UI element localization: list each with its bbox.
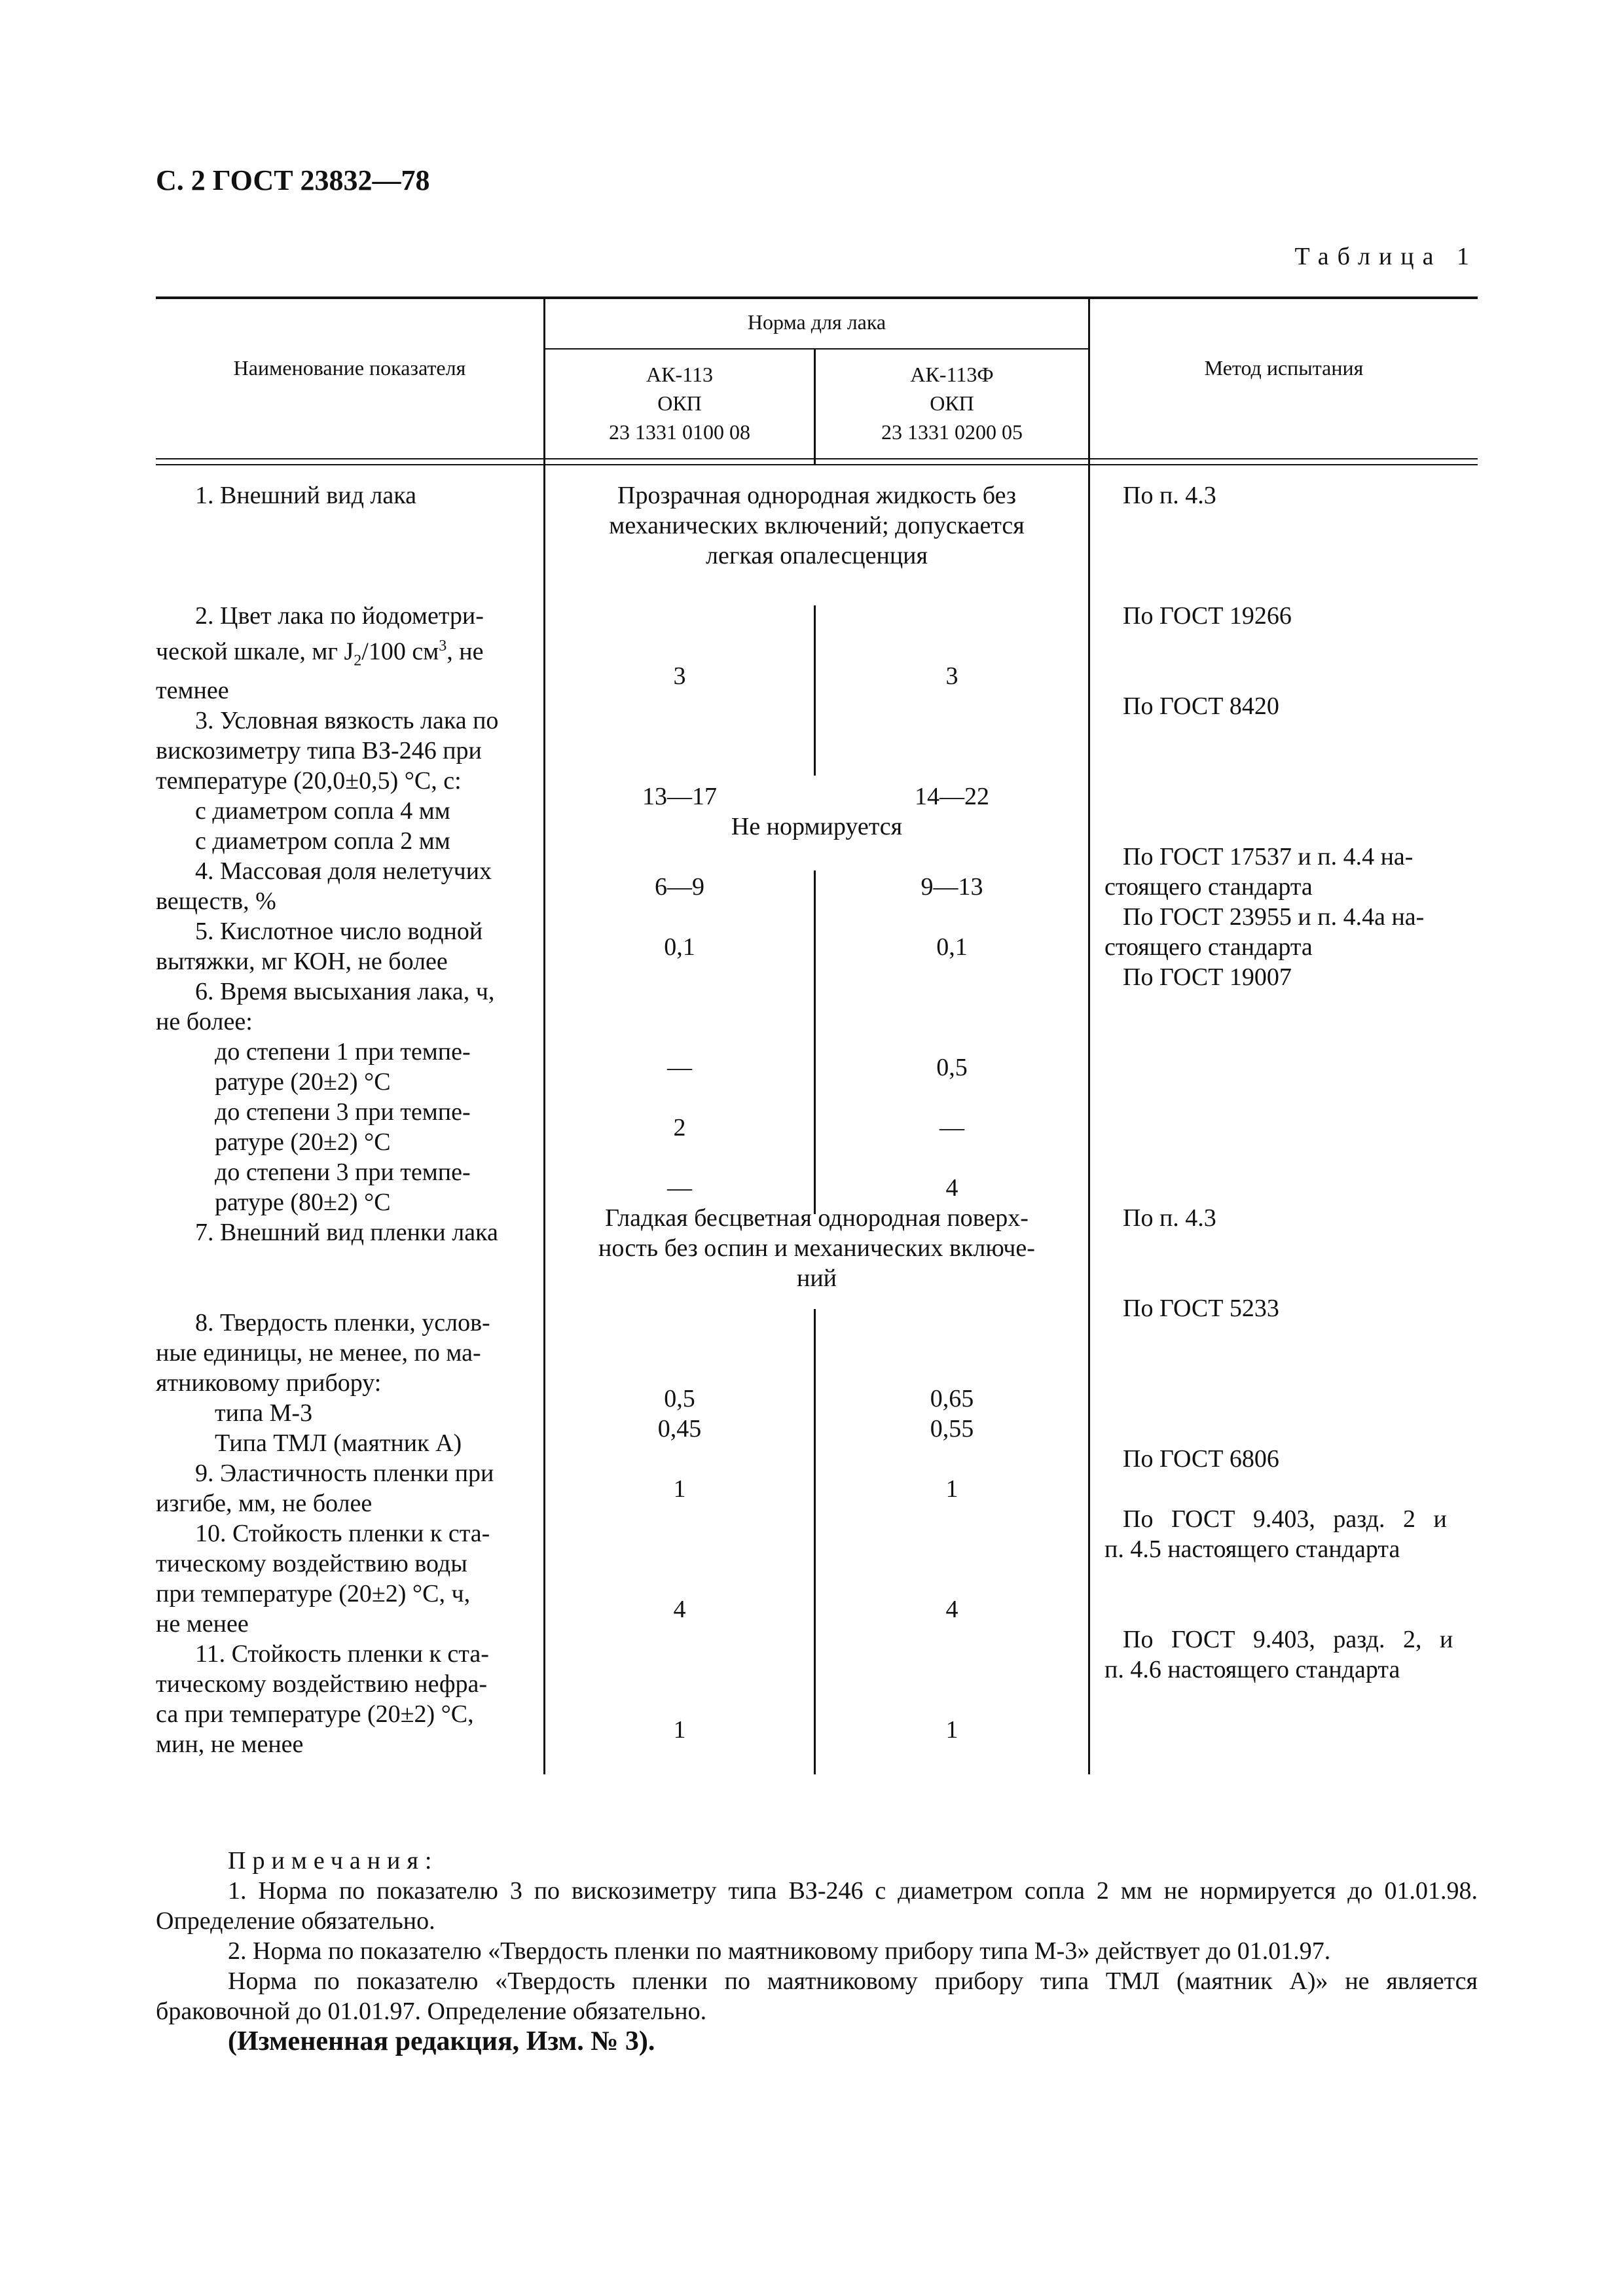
indicator-10-line1: 10. Стойкость пленки к ста- xyxy=(195,1520,490,1548)
notes-title: Примечания: xyxy=(228,1847,439,1874)
norm-merged-7-line: ний xyxy=(796,1265,837,1292)
method-11 xyxy=(1104,1624,1471,1685)
body-vline-mid-3 xyxy=(814,1309,816,1774)
indicator-5-line2: вытяжки, мг КОН, не более xyxy=(156,948,448,976)
indicator-3-line3: температуре (20,0±0,5) °С, с: xyxy=(156,767,462,795)
col1-value-8b: 0,45 xyxy=(657,1415,702,1443)
col2-value-10: 4 xyxy=(945,1596,958,1623)
col1-value-3a: 13—17 xyxy=(642,783,717,810)
method-10 xyxy=(1104,1504,1471,1564)
indicator-8-line3: ятниковому прибору: xyxy=(156,1369,382,1397)
indicator-9-line1: 9. Эластичность пленки при xyxy=(195,1460,494,1488)
page-header: С. 2 ГОСТ 23832—78 xyxy=(156,164,430,196)
norm-merged-1-line: механических включений; допускается xyxy=(609,512,1025,539)
indicator-3-line2: вискозиметру типа ВЗ-246 при xyxy=(156,737,482,765)
indicator-8-line2: ные единицы, не менее, по ма- xyxy=(156,1339,481,1367)
indicator-8-sub2: Типа ТМЛ (маятник А) xyxy=(215,1429,462,1458)
method-4-line: По ГОСТ 17537 и п. 4.4 на- xyxy=(1123,843,1413,870)
col2-value-9: 1 xyxy=(945,1475,958,1503)
indicator-2-line2: ческой шкале, мг $J_2/100$ $см^3$, не xyxy=(156,637,484,670)
col2-value-6c: 4 xyxy=(945,1174,958,1202)
col2-value-11: 1 xyxy=(945,1716,958,1744)
indicator-11-line3: са при температуре (20±2) °С, xyxy=(156,1700,474,1729)
header-indicator: Наименование показателя xyxy=(233,356,466,380)
method-11-line: п. 4.6 настоящего стандарта xyxy=(1104,1656,1400,1683)
method-4-line: стоящего стандарта xyxy=(1104,873,1313,901)
header-col2 xyxy=(816,360,1088,446)
indicator-column xyxy=(156,480,537,1759)
header-col1-line: 23 1331 0100 08 xyxy=(609,420,750,444)
col2-value-8b: 0,55 xyxy=(930,1415,974,1443)
body-vline-mid-2 xyxy=(814,870,816,1214)
method-1: По п. 4.3 xyxy=(1123,482,1216,509)
indicator-6-sub2-line2: ратуре (20±2) °С xyxy=(215,1128,391,1157)
amendment-note: (Измененная редакция, Изм. № 3). xyxy=(228,2026,655,2056)
body-vline-right xyxy=(1088,465,1090,1774)
method-9: По ГОСТ 6806 xyxy=(1123,1445,1279,1473)
method-6: По ГОСТ 19007 xyxy=(1123,963,1292,991)
indicator-4-line1: 4. Массовая доля нелетучих xyxy=(195,857,492,886)
method-3: По ГОСТ 8420 xyxy=(1123,692,1279,720)
method-10-line: п. 4.5 настоящего стандарта xyxy=(1104,1535,1400,1563)
indicator-2-line1: 2. Цвет лака по йодометри- xyxy=(195,602,484,630)
norm-merged-7 xyxy=(545,1203,1088,1293)
indicator-6-sub1-line2: ратуре (20±2) °С xyxy=(215,1068,391,1096)
indicator-4-line2: веществ, % xyxy=(156,888,276,916)
indicator-3-sub2: с диаметром сопла 2 мм xyxy=(195,827,450,855)
indicator-10-line4: не менее xyxy=(156,1610,249,1638)
header-col1 xyxy=(545,360,814,446)
norm-merged-1 xyxy=(545,480,1088,571)
col2-value-2: 3 xyxy=(945,662,958,690)
indicator-6-sub2-line1: до степени 3 при темпе- xyxy=(215,1098,471,1126)
indicator-3-line1: 3. Условная вязкость лака по xyxy=(195,707,499,735)
table-top-rule xyxy=(156,296,1478,299)
indicator-10-line2: тическому воздействию воды xyxy=(156,1550,467,1578)
indicator-3-sub1: с диаметром сопла 4 мм xyxy=(195,797,450,825)
indicator-11-line4: мин, не менее xyxy=(156,1731,304,1759)
method-5-line: По ГОСТ 23955 и п. 4.4а на- xyxy=(1123,903,1425,931)
norm-merged-7-line: ность без оспин и механических включе- xyxy=(598,1234,1035,1262)
norm-merged-not-normalized: Не нормируется xyxy=(731,813,903,840)
col1-value-11: 1 xyxy=(673,1716,686,1744)
col1-value-6b: 2 xyxy=(673,1114,686,1141)
indicator-8-sub1: типа М-3 xyxy=(215,1399,313,1427)
col1-value-5: 0,1 xyxy=(664,933,695,961)
header-method: Метод испытания xyxy=(1204,356,1364,380)
indicator-6-sub1-line1: до степени 1 при темпе- xyxy=(215,1038,471,1066)
indicator-9-line2: изгибе, мм, не более xyxy=(156,1490,373,1518)
method-10-line: По ГОСТ 9.403, разд. 2 и xyxy=(1123,1505,1447,1533)
header-bottom-rule-2 xyxy=(156,464,1478,465)
col1-value-4: 6—9 xyxy=(655,873,704,901)
table-caption: Таблица 1 xyxy=(1294,243,1478,270)
indicator-6-line2: не более: xyxy=(156,1008,253,1036)
indicator-6-sub3-line2: ратуре (80±2) °С xyxy=(215,1189,391,1217)
indicator-6-sub3-line1: до степени 3 при темпе- xyxy=(215,1158,471,1187)
col2-value-6b: — xyxy=(939,1114,964,1141)
note-2: 2. Норма по показателю «Твердость пленки по маятниковому прибору типа М-3» действует до 01.01.97. xyxy=(228,1937,1331,1965)
header-bottom-rule-1 xyxy=(156,458,1478,459)
norm-merged-1-line: Прозрачная однородная жидкость без xyxy=(617,482,1016,509)
indicator-5-line1: 5. Кислотное число водной xyxy=(195,918,483,946)
header-col1-line: ОКП xyxy=(657,391,702,415)
col1-value-9: 1 xyxy=(673,1475,686,1503)
col2-value-8a: 0,65 xyxy=(930,1385,974,1412)
col1-value-10: 4 xyxy=(673,1596,686,1623)
method-4 xyxy=(1104,842,1476,902)
norm-merged-1-line: легкая опалесценция xyxy=(705,542,928,569)
header-col2-line: 23 1331 0200 05 xyxy=(881,420,1023,444)
indicator-1: 1. Внешний вид лака xyxy=(195,482,417,509)
method-11-line: По ГОСТ 9.403, разд. 2, и xyxy=(1123,1626,1453,1653)
note-3: Норма по показателю «Твердость пленки по маятниковому прибору типа ТМЛ (маятник А)» не является браковочной до 01.01.97. Определение обязательно. xyxy=(156,1967,1478,2025)
indicator-7: 7. Внешний вид пленки лака xyxy=(195,1219,498,1247)
norm-header-rule xyxy=(543,348,1089,350)
indicator-8-line1: 8. Твердость пленки, услов- xyxy=(195,1309,490,1337)
col2-value-4: 9—13 xyxy=(921,873,983,901)
col2-value-6a: 0,5 xyxy=(936,1054,968,1081)
method-5-line: стоящего стандарта xyxy=(1104,933,1313,961)
col2-value-3a: 14—22 xyxy=(915,783,989,810)
indicator-2-line3: темнее xyxy=(156,677,229,705)
indicator-11-line1: 11. Стойкость пленки к ста- xyxy=(195,1640,489,1668)
col1-value-6a: — xyxy=(667,1054,692,1081)
indicator-10-line3: при температуре (20±2) °С, ч, xyxy=(156,1580,471,1608)
col1-value-8a: 0,5 xyxy=(664,1385,695,1412)
note-1: 1. Норма по показателю 3 по вискозиметру типа ВЗ-246 с диаметром сопла 2 мм не нормируется до 01.01.98. Определение обязательно. xyxy=(156,1877,1478,1935)
col1-value-6c: — xyxy=(667,1174,692,1202)
method-2: По ГОСТ 19266 xyxy=(1123,602,1292,630)
header-col2-line: АК-113Ф xyxy=(910,363,994,386)
header-norm: Норма для лака xyxy=(747,310,886,334)
col1-value-2: 3 xyxy=(673,662,686,690)
indicator-6-line1: 6. Время высыхания лака, ч, xyxy=(195,978,495,1006)
indicator-11-line2: тическому воздействию нефра- xyxy=(156,1670,488,1698)
header-col1-line: АК-113 xyxy=(646,363,713,386)
method-8: По ГОСТ 5233 xyxy=(1123,1295,1279,1322)
notes-block xyxy=(156,1846,1478,2056)
norm-merged-7-line: Гладкая бесцветная однородная поверх- xyxy=(605,1204,1029,1232)
header-col2-line: ОКП xyxy=(930,391,974,415)
col2-value-5: 0,1 xyxy=(936,933,968,961)
method-7: По п. 4.3 xyxy=(1123,1204,1216,1232)
method-5 xyxy=(1104,902,1476,962)
